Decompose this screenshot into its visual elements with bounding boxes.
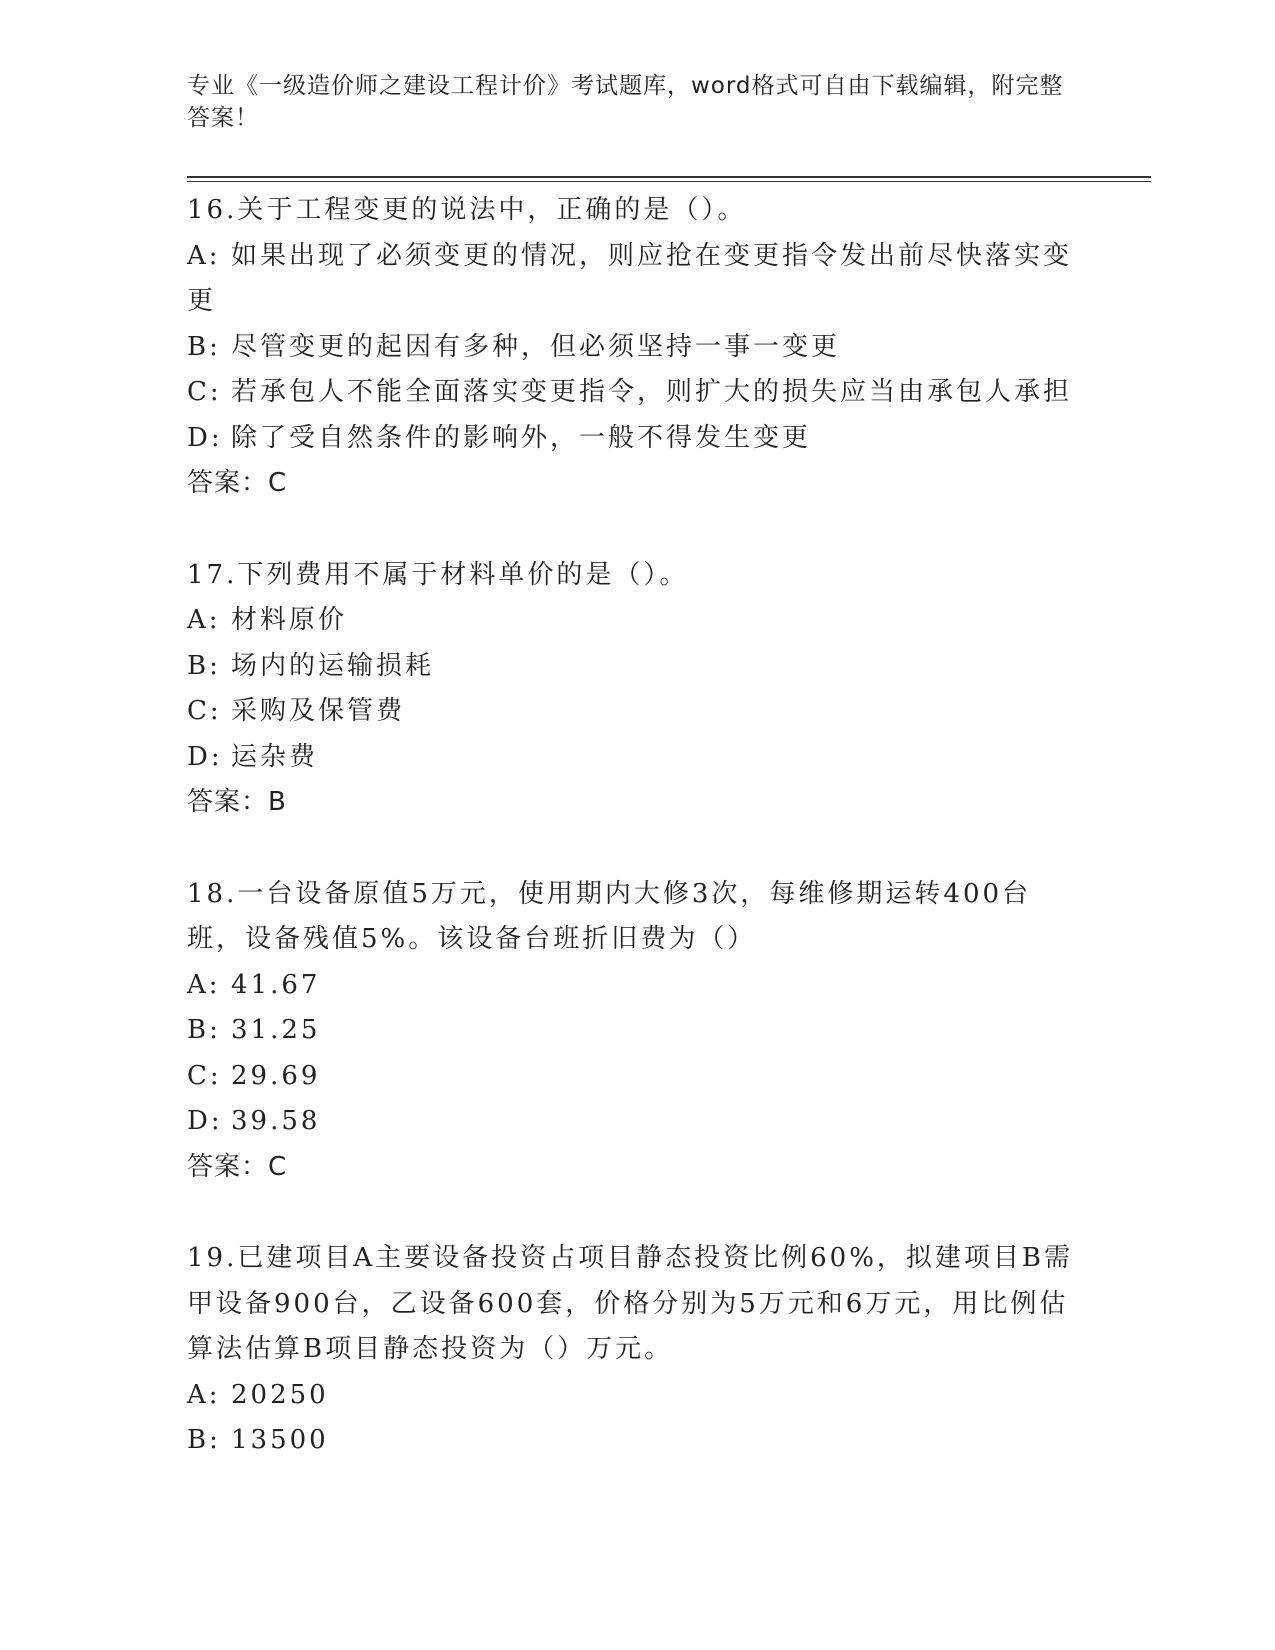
question-19 bbox=[187, 1236, 1077, 1464]
option-text: 运杂费 bbox=[231, 741, 319, 772]
option-letter: D: bbox=[187, 1106, 223, 1136]
option-text: 20250 bbox=[231, 1379, 329, 1410]
document-header: 专业《一级造价师之建设工程计价》考试题库，word格式可自由下载编辑，附完整答案！ bbox=[187, 73, 1064, 131]
option-letter: A: bbox=[187, 605, 221, 635]
option-letter: D: bbox=[187, 741, 223, 772]
option-text: 尽管变更的起因有多种，但必须坚持一事一变更 bbox=[231, 331, 841, 362]
option-letter: A: bbox=[187, 1379, 221, 1410]
option-b bbox=[187, 1008, 1077, 1054]
option-d bbox=[187, 735, 1077, 781]
option-text: 13500 bbox=[231, 1425, 329, 1455]
option-text: 41.67 bbox=[231, 969, 321, 1000]
option-letter: B: bbox=[187, 1015, 221, 1045]
option-c bbox=[187, 1054, 1077, 1100]
option-letter: A: bbox=[187, 240, 221, 271]
option-letter: B: bbox=[187, 650, 221, 681]
option-letter: A: bbox=[187, 969, 221, 1000]
option-letter: C: bbox=[187, 1060, 222, 1091]
option-b bbox=[187, 1418, 1077, 1464]
option-d bbox=[187, 416, 1077, 462]
option-text: 除了受自然条件的影响外，一般不得发生变更 bbox=[231, 422, 812, 453]
option-d bbox=[187, 1099, 1077, 1145]
question-17 bbox=[187, 553, 1077, 826]
option-b bbox=[187, 644, 1077, 690]
question-16 bbox=[187, 188, 1077, 507]
option-letter: D: bbox=[187, 422, 223, 453]
option-letter: C: bbox=[187, 696, 222, 726]
option-a bbox=[187, 598, 1077, 644]
option-b bbox=[187, 325, 1077, 371]
option-a bbox=[187, 234, 1077, 325]
option-text: 若承包人不能全面落实变更指令，则扩大的损失应当由承包人承担 bbox=[231, 377, 1073, 407]
question-stem: 16.关于工程变更的说法中，正确的是（）。 bbox=[187, 195, 747, 225]
answer-line: 答案：B bbox=[187, 787, 287, 817]
option-text: 场内的运输损耗 bbox=[231, 650, 435, 681]
option-letter: C: bbox=[187, 377, 222, 407]
question-stem: 19.已建项目A主要设备投资占项目静态投资比例60%，拟建项目B需甲设备900台，乙设备600套，价格分别为5万元和6万元，用比例估算法估算B项目静态投资为（）万元。 bbox=[187, 1243, 1074, 1364]
answer-line: 答案：C bbox=[187, 468, 288, 498]
option-c bbox=[187, 689, 1077, 735]
question-list bbox=[187, 188, 1077, 1510]
header-divider-thin bbox=[187, 181, 1151, 182]
question-stem: 18.一台设备原值5万元，使用期内大修3次，每维修期运转400台班，设备残值5%。该设备台班折旧费为（） bbox=[187, 878, 1032, 954]
answer-line: 答案：C bbox=[187, 1151, 288, 1182]
option-a bbox=[187, 963, 1077, 1009]
header-divider-thick bbox=[187, 176, 1151, 178]
question-18 bbox=[187, 872, 1077, 1191]
option-a bbox=[187, 1373, 1077, 1419]
option-letter: B: bbox=[187, 1425, 221, 1455]
option-text: 采购及保管费 bbox=[231, 696, 406, 726]
option-text: 31.25 bbox=[231, 1015, 321, 1045]
option-text: 29.69 bbox=[231, 1060, 321, 1091]
option-c bbox=[187, 370, 1077, 416]
option-text: 如果出现了必须变更的情况，则应抢在变更指令发出前尽快落实变更 bbox=[187, 240, 1073, 316]
option-text: 材料原价 bbox=[231, 605, 348, 635]
option-letter: B: bbox=[187, 331, 221, 362]
option-text: 39.58 bbox=[231, 1106, 321, 1136]
question-stem: 17.下列费用不属于材料单价的是（）。 bbox=[187, 559, 689, 590]
